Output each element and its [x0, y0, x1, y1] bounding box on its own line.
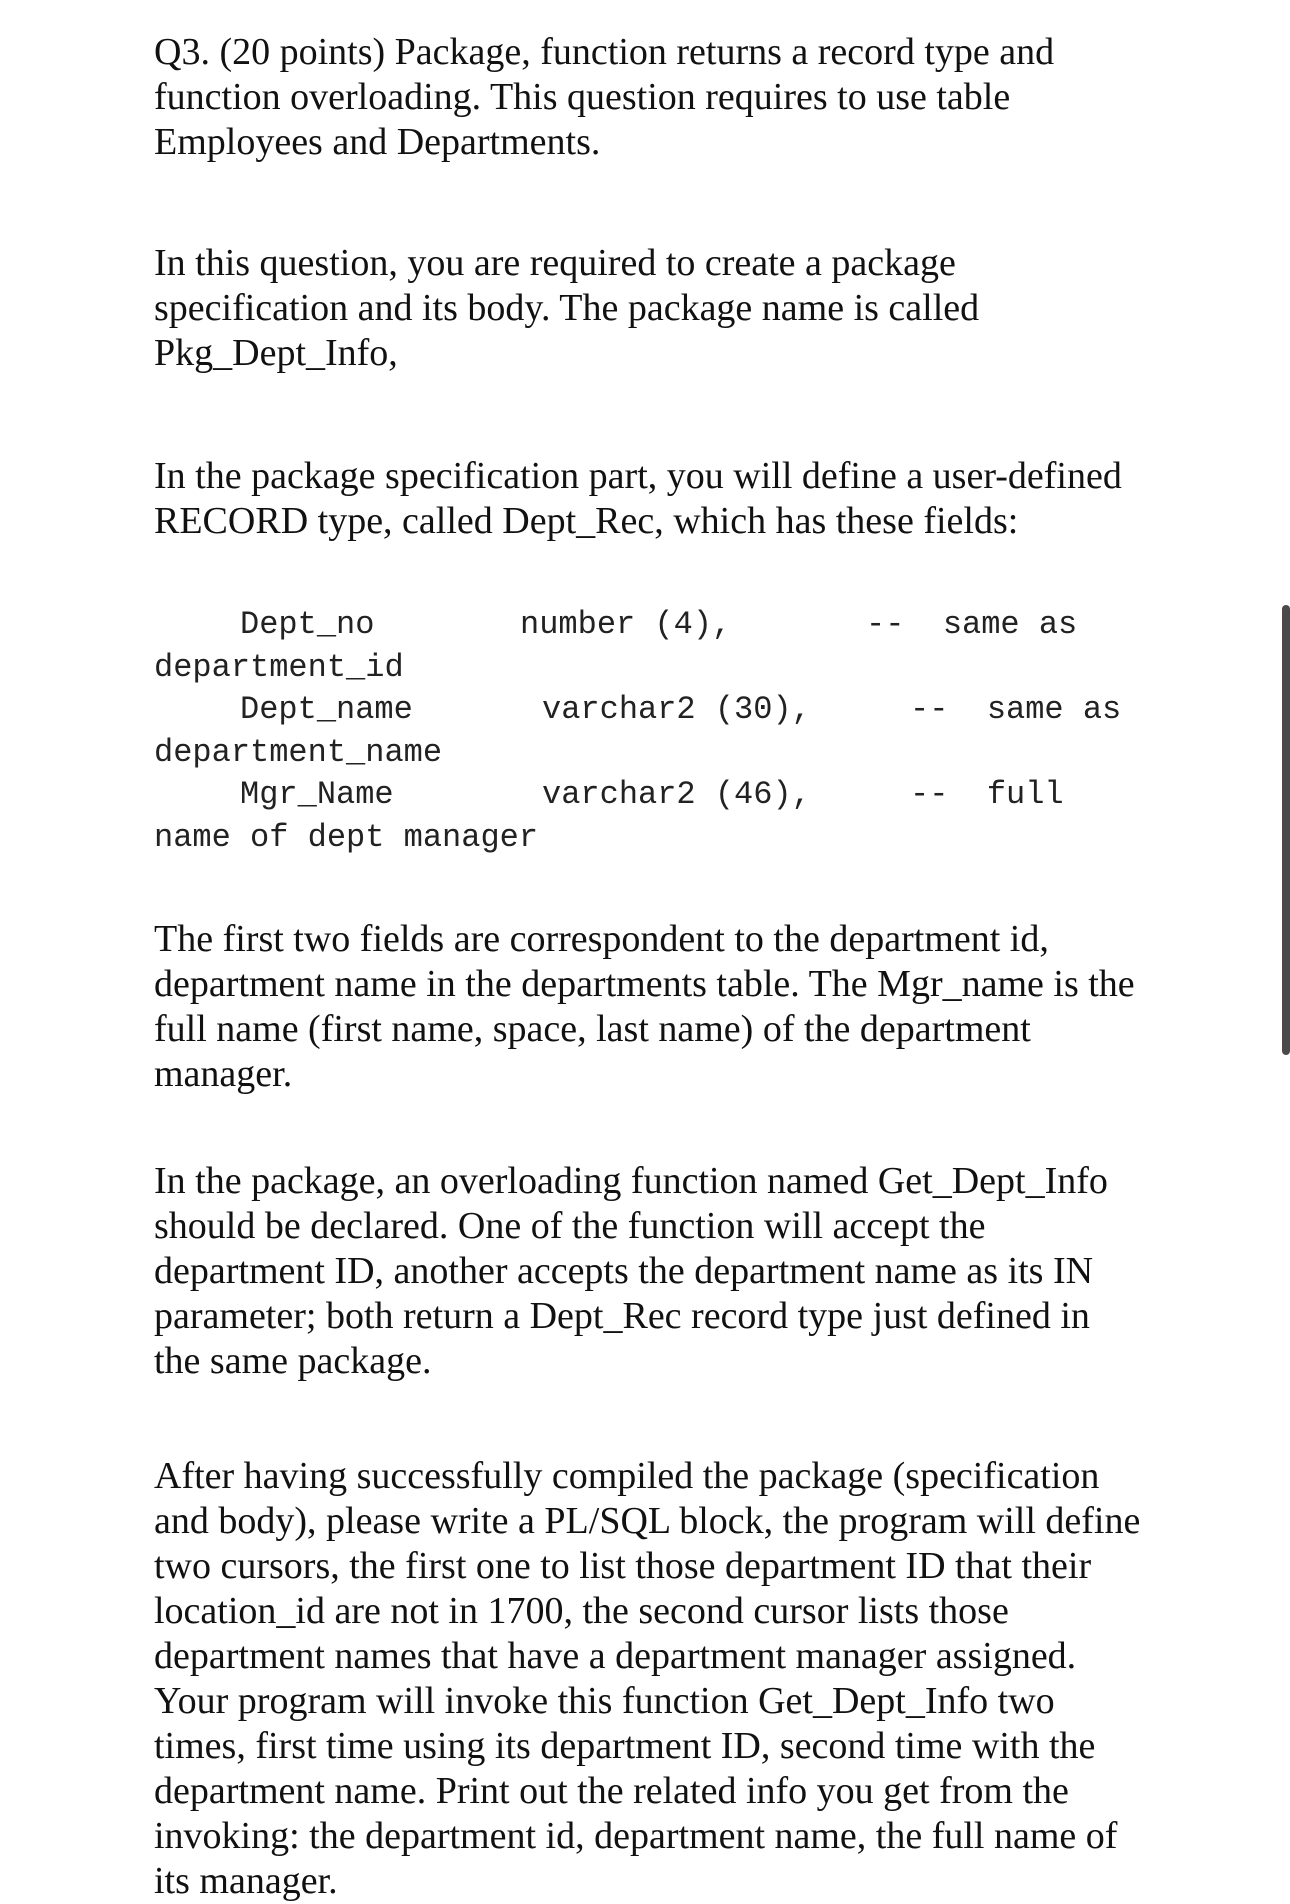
field-comment-wrap: [154, 647, 1154, 690]
text-line: full name (first name, space, last name) of the department: [154, 1008, 1031, 1050]
field-comment-continuation: department_name: [154, 733, 443, 771]
field-comment-wrap: [154, 732, 1154, 775]
text-line: The first two fields are correspondent to the department id,: [154, 918, 1049, 960]
text-line: RECORD type, called Dept_Rec, which has these fields:: [154, 500, 1019, 542]
text-line: invoking: the department id, department name, the full name of: [154, 1815, 1118, 1857]
text-line: times, first time using its department ID, second time with the: [154, 1725, 1096, 1767]
text-line: After having successfully compiled the package (specification: [154, 1455, 1100, 1497]
text-line: department name. Print out the related info you get from the: [154, 1770, 1069, 1812]
text-line: Pkg_Dept_Info,: [154, 332, 398, 374]
field-comment: -- full: [910, 776, 1064, 813]
plsql-paragraph: [154, 1454, 1154, 1904]
text-line: Employees and Departments.: [154, 121, 601, 163]
question-document: [154, 30, 1154, 1904]
field-comment: -- same as: [910, 691, 1122, 728]
field-name: Dept_name: [240, 691, 413, 728]
text-line: Your program will invoke this function Get_Dept_Info two: [154, 1680, 1055, 1722]
text-line: two cursors, the first one to list those department ID that their: [154, 1545, 1092, 1587]
text-line: function overloading. This question requires to use table: [154, 76, 1011, 118]
text-line: In this question, you are required to create a package: [154, 242, 956, 284]
field-type: varchar2 (30),: [542, 691, 811, 728]
text-line: location_id are not in 1700, the second cursor lists those: [154, 1590, 1009, 1632]
field-type: number (4),: [520, 606, 732, 643]
text-line: department ID, another accepts the department name as its IN: [154, 1250, 1094, 1292]
field-comment-continuation: department_id: [154, 648, 404, 686]
fields-description-paragraph: [154, 917, 1154, 1097]
field-row-dept-no: [154, 604, 1154, 647]
text-line: department names that have a department manager assigned.: [154, 1635, 1077, 1677]
record-fields-code: [154, 604, 1154, 859]
text-line: In the package specification part, you will define a user-defined: [154, 455, 1122, 497]
question-heading: [154, 30, 1154, 165]
text-line: manager.: [154, 1053, 293, 1095]
field-row-mgr-name: [154, 774, 1154, 817]
overload-paragraph: [154, 1159, 1154, 1384]
field-comment-continuation: name of dept manager: [154, 818, 539, 856]
text-line: parameter; both return a Dept_Rec record type just defined in: [154, 1295, 1090, 1337]
field-row-dept-name: [154, 689, 1154, 732]
text-line: In the package, an overloading function named Get_Dept_Info: [154, 1160, 1108, 1202]
text-line: specification and its body. The package name is called: [154, 287, 980, 329]
field-name: Dept_no: [240, 606, 375, 643]
field-name: Mgr_Name: [240, 776, 394, 813]
text-line: Q3. (20 points) Package, function returns a record type and: [154, 31, 1055, 73]
text-line: its manager.: [154, 1860, 338, 1902]
text-line: the same package.: [154, 1340, 432, 1382]
field-type: varchar2 (46),: [542, 776, 811, 813]
field-comment-wrap: [154, 817, 1154, 860]
text-line: department name in the departments table. The Mgr_name is the: [154, 963, 1135, 1005]
intro-paragraph: [154, 241, 1154, 376]
text-line: should be declared. One of the function will accept the: [154, 1205, 986, 1247]
text-line: and body), please write a PL/SQL block, the program will define: [154, 1500, 1141, 1542]
field-comment: -- same as: [866, 606, 1078, 643]
vertical-scrollbar[interactable]: [1282, 605, 1290, 1055]
spec-paragraph: [154, 454, 1154, 544]
